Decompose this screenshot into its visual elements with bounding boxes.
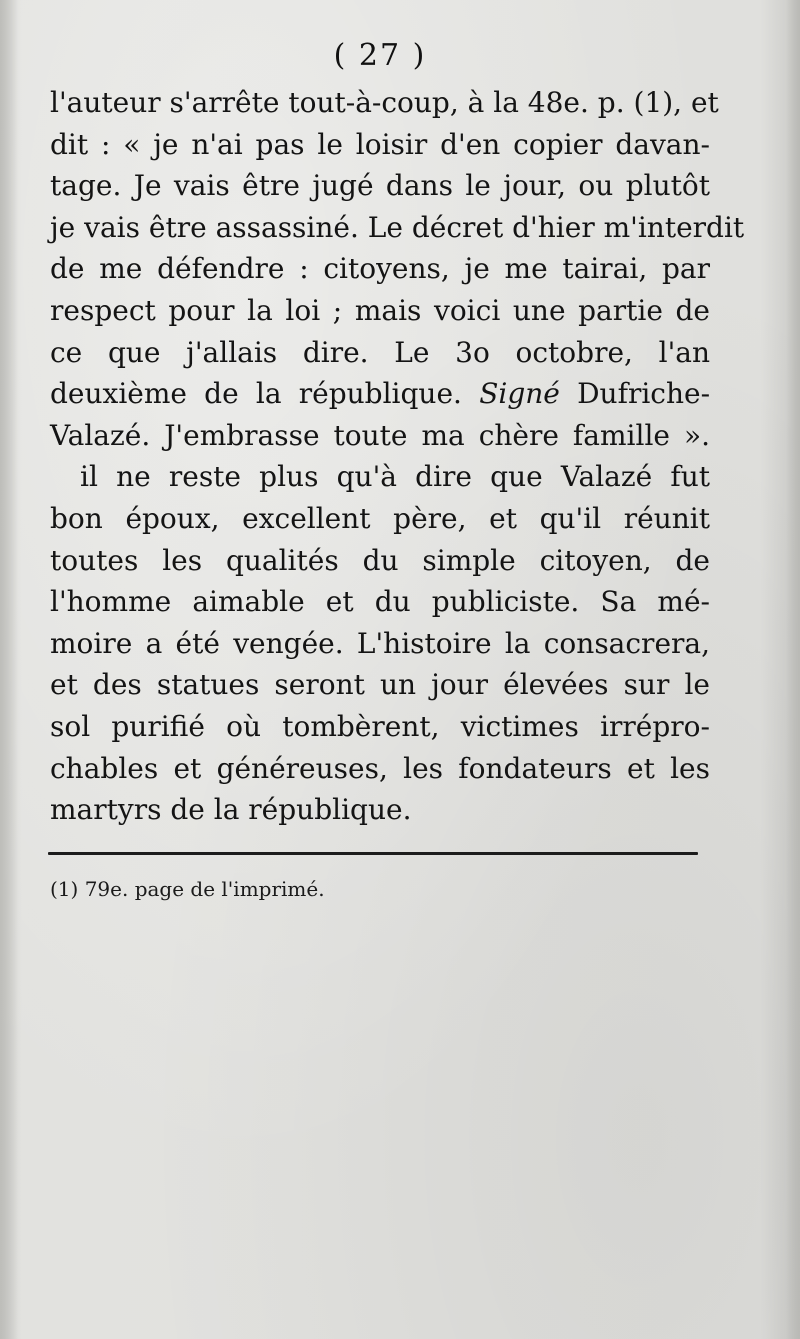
footnote-divider [48,852,698,855]
page-gutter-shadow [0,0,18,1339]
text-line-3: tage. Je vais être jugé dans le jour, ou plutôt [50,169,710,203]
signature-name: Dufriche- [577,377,711,411]
text-line-14: moire a été vengée. L'histoire la consacrera, [50,626,710,660]
text-line-8-start: deuxième de la république. [50,377,462,411]
text-line-10: il ne reste plus qu'à dire que Valazé fut [80,460,710,494]
text-line-4: je vais être assassiné. Le décret d'hier m'interdit [50,210,745,244]
page-edge-shadow [786,0,800,1339]
footnote: (1) 79e. page de l'imprimé. [50,877,325,901]
text-line-9: Valazé. J'embrasse toute ma chère famille ». [50,418,710,452]
text-line-6: respect pour la loi ; mais voici une partie de [50,293,710,327]
text-line-13: l'homme aimable et du publiciste. Sa mé- [50,585,710,619]
text-line-11: bon époux, excellent père, et qu'il réunit [50,501,710,535]
body-text [50,82,745,831]
text-line-18: martyrs de la république. [50,793,412,827]
text-line-2: dit : « je n'ai pas le loisir d'en copier davan- [50,127,710,161]
text-line-8 [50,373,710,415]
signature-label: Signé [479,377,560,411]
text-line-12: toutes les qualités du simple citoyen, de [50,543,710,577]
text-line-16: sol purifié où tombèrent, victimes irrépro- [50,709,710,743]
text-line-1: l'auteur s'arrête tout-à-coup, à la 48e. p. (1), et [50,86,719,119]
text-line-17: chables et généreuses, les fondateurs et les [50,751,710,785]
page-number: ( 27 ) [333,38,427,73]
text-line-7: ce que j'allais dire. Le 3o octobre, l'an [50,335,710,369]
text-line-5: de me défendre : citoyens, je me tairai, par [50,252,710,286]
text-line-15: et des statues seront un jour élevées sur le [50,668,710,702]
